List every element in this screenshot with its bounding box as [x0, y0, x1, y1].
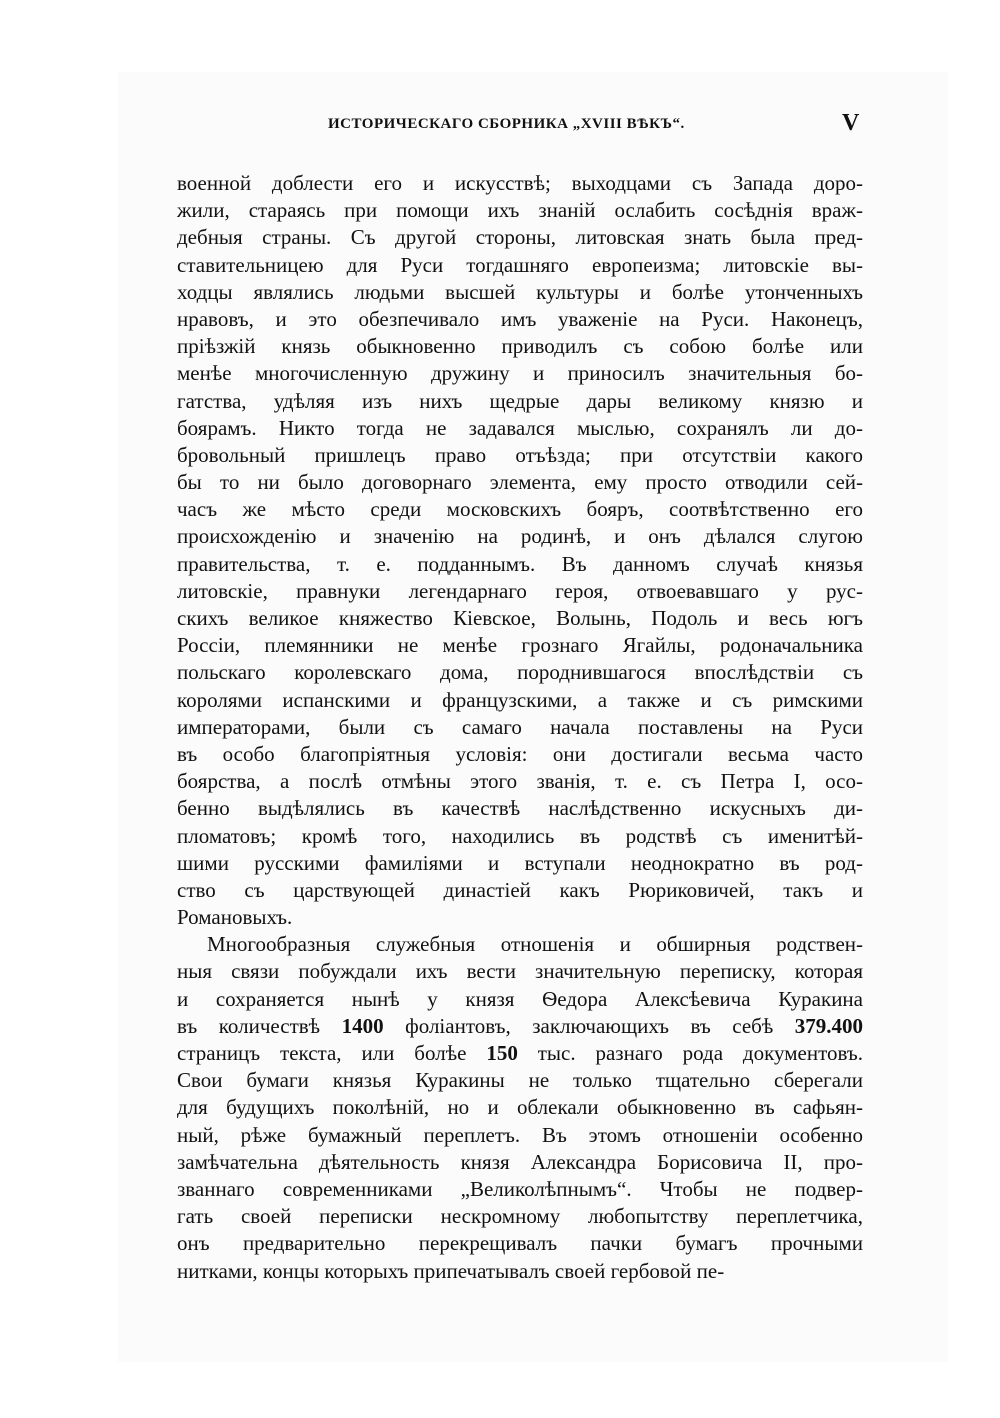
text-line: [177, 1094, 863, 1121]
text-run: пріѣзжій князь обыкновенно приводилъ съ собою болѣе или: [177, 334, 863, 359]
text-line: [177, 958, 863, 985]
text-run: и сохраняется нынѣ у князя Ѳедора Алексѣевича Куракина: [177, 986, 863, 1011]
text-run: страницъ текста, или болѣе: [177, 1041, 487, 1065]
text-run: пломатовъ; кромѣ того, находились въ родствѣ съ именитѣй-: [177, 823, 863, 848]
bold-number: 379.400: [794, 1013, 863, 1038]
paragraph: [177, 931, 863, 1284]
text-run: правительства, т. е. подданнымъ. Въ данномъ случаѣ князья: [177, 551, 863, 576]
text-run: бы то ни было договорнаго элемента, ему просто отводили сей-: [177, 470, 863, 495]
text-line: [177, 1013, 863, 1040]
text-run: ство съ царствующей династіей какъ Рюриковичей, такъ и: [177, 877, 863, 902]
text-line: [177, 931, 863, 958]
text-line: [177, 877, 863, 904]
text-run: ходцы являлись людьми высшей культуры и болѣе утонченныхъ: [177, 279, 863, 304]
text-line: [177, 197, 863, 224]
text-line: [177, 986, 863, 1013]
text-run: гать своей переписки нескромному любопытству переплетчика,: [177, 1204, 863, 1229]
text-run: званнаго современниками „Великолѣпнымъ“. Чтобы не подвер-: [177, 1176, 863, 1201]
text-run: происхожденію и значенію на родинѣ, и онъ дѣлался слугою: [177, 524, 863, 549]
text-run: Многообразныя служебныя отношенія и обширныя родствен-: [207, 932, 863, 957]
text-run: Свои бумаги князья Куракины не только тщательно сберегали: [177, 1068, 863, 1093]
text-run: жили, стараясь при помощи ихъ знаній ослабить сосѣднія враж-: [177, 198, 863, 223]
text-line: [177, 578, 863, 605]
text-line: [177, 469, 863, 496]
text-line: [177, 224, 863, 251]
text-line: [177, 252, 863, 279]
text-run: королями испанскими и французскими, а также и съ римскими: [177, 687, 863, 712]
page-number: V: [842, 110, 860, 136]
text-line: [177, 768, 863, 795]
text-line: [177, 714, 863, 741]
text-line: [177, 1230, 863, 1257]
text-line: [177, 306, 863, 333]
text-line: [177, 1040, 863, 1067]
text-line: [177, 605, 863, 632]
text-run: военной доблести его и искусствѣ; выходцами съ Запада доро-: [177, 171, 863, 195]
text-run: ныя связи побуждали ихъ вести значительную переписку, которая: [177, 959, 863, 984]
text-line: [177, 442, 863, 469]
text-line: [177, 388, 863, 415]
text-run: нравовъ, и это обезпечивало имъ уваженіе на Руси. Наконецъ,: [177, 306, 863, 331]
text-line: [177, 415, 863, 442]
text-line: [177, 795, 863, 822]
text-line: [177, 170, 863, 197]
text-run: польскаго королевскаго дома, породнившагося впослѣдствіи съ: [177, 660, 863, 685]
text-run: ный, рѣже бумажный переплетъ. Въ этомъ отношеніи особенно: [177, 1122, 863, 1147]
text-run: нитками, концы которыхъ припечатывалъ своей гербовой пе-: [177, 1258, 725, 1283]
running-title: ИСТОРИЧЕСКАГО СБОРНИКА „XVIII ВѢКЪ“.: [328, 116, 685, 132]
text-run: бенно выдѣлялись въ качествѣ наслѣдственно искусныхъ ди-: [177, 796, 863, 821]
body-text: [177, 170, 863, 1285]
bold-number: 150: [486, 1041, 518, 1065]
text-run: императорами, были съ самаго начала поставлены на Руси: [177, 714, 863, 739]
text-run: скихъ великое княжество Кіевское, Волынь, Подоль и весь югъ: [177, 606, 863, 630]
text-line: [177, 523, 863, 550]
text-line: [177, 659, 863, 686]
text-line: [177, 360, 863, 387]
text-run: менѣе многочисленную дружину и приносилъ значительныя бо-: [177, 361, 863, 386]
text-line: [177, 1067, 863, 1094]
text-line: [177, 279, 863, 306]
text-run: шими русскими фамиліями и вступали неоднократно въ род-: [177, 850, 863, 875]
text-line: [177, 1149, 863, 1176]
text-line: [177, 1176, 863, 1203]
text-run: фоліантовъ, заключающихъ въ себѣ: [383, 1013, 795, 1038]
text-line: [177, 904, 863, 931]
text-run: боярства, а послѣ отмѣны этого званія, т. е. съ Петра I, осо-: [177, 769, 863, 794]
text-line: [177, 1258, 863, 1285]
text-line: [177, 741, 863, 768]
text-run: тыс. разнаго рода документовъ.: [517, 1041, 863, 1065]
text-line: [177, 850, 863, 877]
text-run: Романовыхъ.: [177, 905, 293, 930]
text-run: онъ предварительно перекрещивалъ пачки бумагъ прочными: [177, 1231, 863, 1256]
bold-number: 1400: [341, 1013, 384, 1038]
text-run: гатства, удѣляя изъ нихъ щедрые дары великому князю и: [177, 388, 863, 413]
text-run: часъ же мѣсто среди московскихъ бояръ, соотвѣтственно его: [177, 497, 863, 522]
text-run: въ количествѣ: [177, 1013, 342, 1038]
text-run: литовскіе, правнуки легендарнаго героя, отвоевавшаго у рус-: [177, 578, 863, 603]
text-run: ставительницею для Руси тогдашняго европеизма; литовскіе вы-: [177, 252, 863, 277]
text-line: [177, 632, 863, 659]
text-line: [177, 823, 863, 850]
text-line: [177, 551, 863, 578]
text-run: Россіи, племянники не менѣе грознаго Ягайлы, родоначальника: [177, 633, 863, 658]
text-line: [177, 333, 863, 360]
text-run: замѣчательна дѣятельность князя Александра Борисовича II, про-: [177, 1149, 863, 1174]
text-run: въ особо благопріятныя условія: они достигали весьма часто: [177, 741, 863, 766]
text-run: бровольный пришлецъ право отъѣзда; при отсутствіи какого: [177, 442, 863, 467]
text-line: [177, 1203, 863, 1230]
text-line: [177, 1122, 863, 1149]
paragraph: [177, 170, 863, 931]
text-run: боярамъ. Никто тогда не задавался мыслью, сохранялъ ли до-: [177, 415, 863, 440]
text-run: дебныя страны. Съ другой стороны, литовская знать была пред-: [177, 225, 863, 250]
text-line: [177, 687, 863, 714]
text-line: [177, 496, 863, 523]
text-run: для будущихъ поколѣній, но и облекали обыкновенно въ сафьян-: [177, 1095, 863, 1120]
